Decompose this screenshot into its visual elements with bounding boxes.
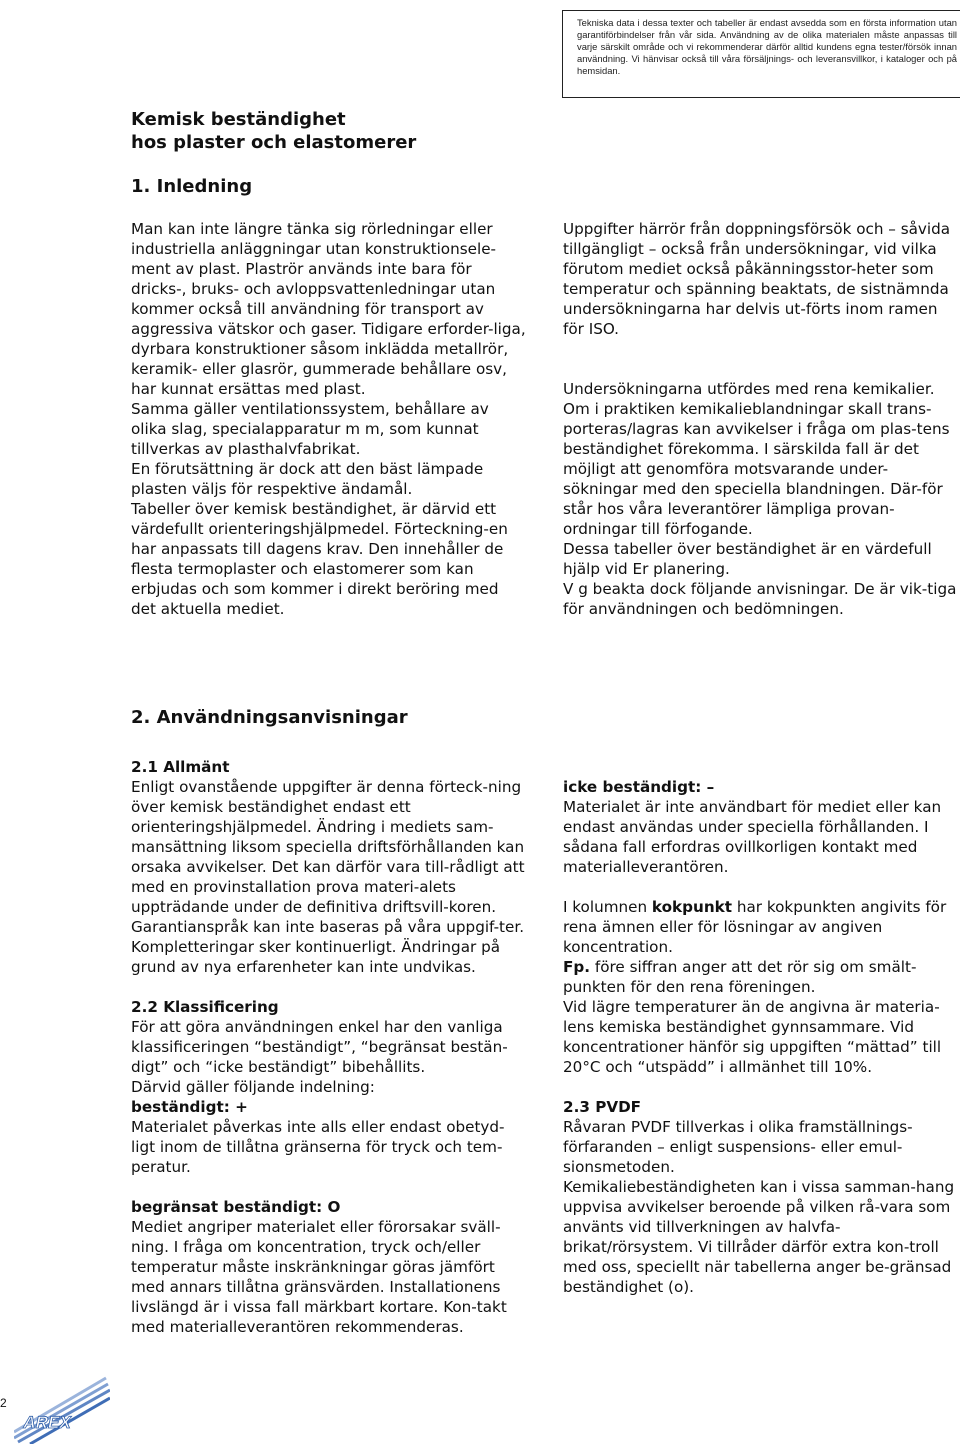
section-2-heading: 2. Användningsanvisningar — [131, 707, 408, 728]
title-line-2: hos plaster och elastomerer — [131, 132, 417, 153]
section-2-left-column — [131, 757, 528, 1337]
text-run: före siffran anger att det rör sig om smält-punkten för den rena föreningen. — [563, 958, 917, 996]
disclaimer-box: Tekniska data i dessa texter och tabeller är endast avsedda som en första information utan garantiförbindelser från vår sida. Användning av de olika materialen måste anpassas till varje särskilt område och vi rekommenderar därför alltid kundens egna tester/försök innan användning. Vi hänvisar också till våra försäljnings- och leveransvillkor, i kataloger och på hemsidan. — [562, 10, 960, 98]
text-run: I kolumnen — [563, 898, 652, 916]
paragraph: Därvid gäller följande indelning: — [131, 1078, 375, 1096]
subsection-2-2-heading: 2.2 Klassificering — [131, 998, 279, 1016]
page-number: 2 — [0, 1396, 7, 1410]
text-run: har kokpunkten angivits för rena ämnen eller för lösningar av angiven koncentration. — [563, 898, 947, 956]
fp-term: Fp. — [563, 958, 591, 976]
paragraph: Tabeller över kemisk beständighet, är därvid ett värdefullt orienteringshjälpmedel. Förteckning-en har anpassats till dagens krav. Den innehåller de flesta termoplaster och elastomerer som kan erbjudas och som kommer i direkt beröring med det aktuella mediet. — [131, 500, 508, 618]
paragraph: Man kan inte längre tänka sig rörledningar eller industriella anläggningar utan konstruktionsele-ment av plast. Plaströr används inte bara för dricks-, bruks- och avloppsvattenledningar utan kommer också till användning för transport av aggressiva vätskor och gaser. Tidigare erforder-liga, dyrbara konstruktioner såsom inklädda metallrör, keramik- eller glasrör, gummerade behållare osv, har kunnat ersättas med plast. — [131, 220, 526, 398]
kokpunkt-paragraph — [563, 897, 960, 957]
paragraph: Enligt ovanstående uppgifter är denna förteck-ning över kemisk beständighet endast ett orienteringshjälpmedel. Ändring i mediets sam-mansättning liksom speciella driftsförhållanden kan orsaka avvikelser. Det kan därför vara till-rådligt att med en provinstallation prova materi-alets uppträdande under de definitiva driftsvill-koren. — [131, 778, 525, 916]
paragraph: V g beakta dock följande anvisningar. De är vik-tiga för användningen och bedömningen. — [563, 580, 957, 618]
paragraph: Kemikaliebeständigheten kan i vissa samman-hang uppvisa avvikelser beroende på vilken rå-vara som använts vid tillverkningen av halvfa-brikat/rörsystem. Vi tillråder därför extra kon-troll med oss, speciellt när tabellerna anger be-gränsad beständighet (o). — [563, 1178, 955, 1296]
kokpunkt-term: kokpunkt — [651, 898, 733, 916]
classification-icke-label: icke beständigt: – — [563, 778, 715, 796]
arex-logo — [14, 1374, 110, 1444]
fp-paragraph — [563, 957, 960, 997]
paragraph: Materialet påverkas inte alls eller endast obetyd-ligt inom de tillåtna gränserna för tryck och tem-peratur. — [131, 1118, 505, 1176]
paragraph: Uppgifter härrör från doppningsförsök och – såvida tillgängligt – också från undersökningar, vid vilka förutom mediet också påkänningsstor-heter som temperatur och spänning beaktats, de sistnämnda undersökningarna har delvis ut-förts inom ramen för ISO. — [563, 220, 951, 338]
paragraph: Dessa tabeller över beständighet är en värdefull hjälp vid Er planering. — [563, 540, 932, 578]
paragraph: Undersökningarna utfördes med rena kemikalier. Om i praktiken kemikalieblandningar skall trans-porteras/lagras kan avvikelser i fråga om plas-tens beständighet förekomma. I särskilda fall är det möjligt att genomföra motsvarande under-sökningar med den speciella blandningen. Där-för står hos våra leverantörer lämpliga provan-ordningar till förfogande. — [563, 380, 950, 538]
paragraph: För att göra användningen enkel har den vanliga klassificeringen “beständigt”, “begränsat bestän-digt” och “icke beständigt” bibehållits. — [131, 1018, 508, 1076]
classification-bestandigt-label: beständigt: + — [131, 1098, 248, 1116]
logo-stripes — [14, 1378, 110, 1444]
section-1-heading: 1. Inledning — [131, 176, 253, 197]
paragraph: Materialet är inte användbart för mediet eller kan endast användas under speciella förhållanden. I sådana fall erfordras ovillkorligen kontakt med materialleverantören. — [563, 798, 942, 876]
paragraph: Garantianspråk kan inte baseras på våra uppgif-ter. Kompletteringar sker kontinuerligt. Ändringar på grund av nya erfarenheter kan inte undvikas. — [131, 918, 525, 976]
document-title — [131, 108, 416, 154]
paragraph: Mediet angriper materialet eller förorsakar sväll-ning. I fråga om koncentration, tryck och/eller temperatur måste inskränkningar göras jämfört med annars tillåtna gränsvärden. Installationens livslängd är i vissa fall märkbart kortare. Kon-takt med materialleverantören rekommenderas. — [131, 1218, 507, 1336]
paragraph: Samma gäller ventilationssystem, behållare av olika slag, specialapparatur m m, som kunnat tillverkas av plasthalvfabrikat. — [131, 400, 489, 458]
section-1-right-column — [563, 219, 960, 619]
subsection-2-1-heading: 2.1 Allmänt — [131, 758, 230, 776]
svg-text:AREX: AREX — [21, 1412, 74, 1432]
subsection-2-3-heading: 2.3 PVDF — [563, 1098, 642, 1116]
classification-begransat-label: begränsat beständigt: O — [131, 1198, 341, 1216]
paragraph: En förutsättning är dock att den bäst lämpade plasten väljs för respektive ändamål. — [131, 460, 484, 498]
paragraph: Vid lägre temperaturer än de angivna är materia-lens kemiska beständighet gynnsammare. Vid koncentrationer hänför sig uppgiften “mättad” till 20°C och “utspädd” i allmänhet till 10%. — [563, 998, 942, 1076]
title-line-1: Kemisk beständighet — [131, 109, 346, 130]
paragraph: Råvaran PVDF tillverkas i olika framställnings-förfaranden – enligt suspensions- eller emul-sionsmetoden. — [563, 1118, 913, 1176]
section-2-right-column — [563, 777, 960, 1297]
section-1-left-column — [131, 219, 528, 619]
